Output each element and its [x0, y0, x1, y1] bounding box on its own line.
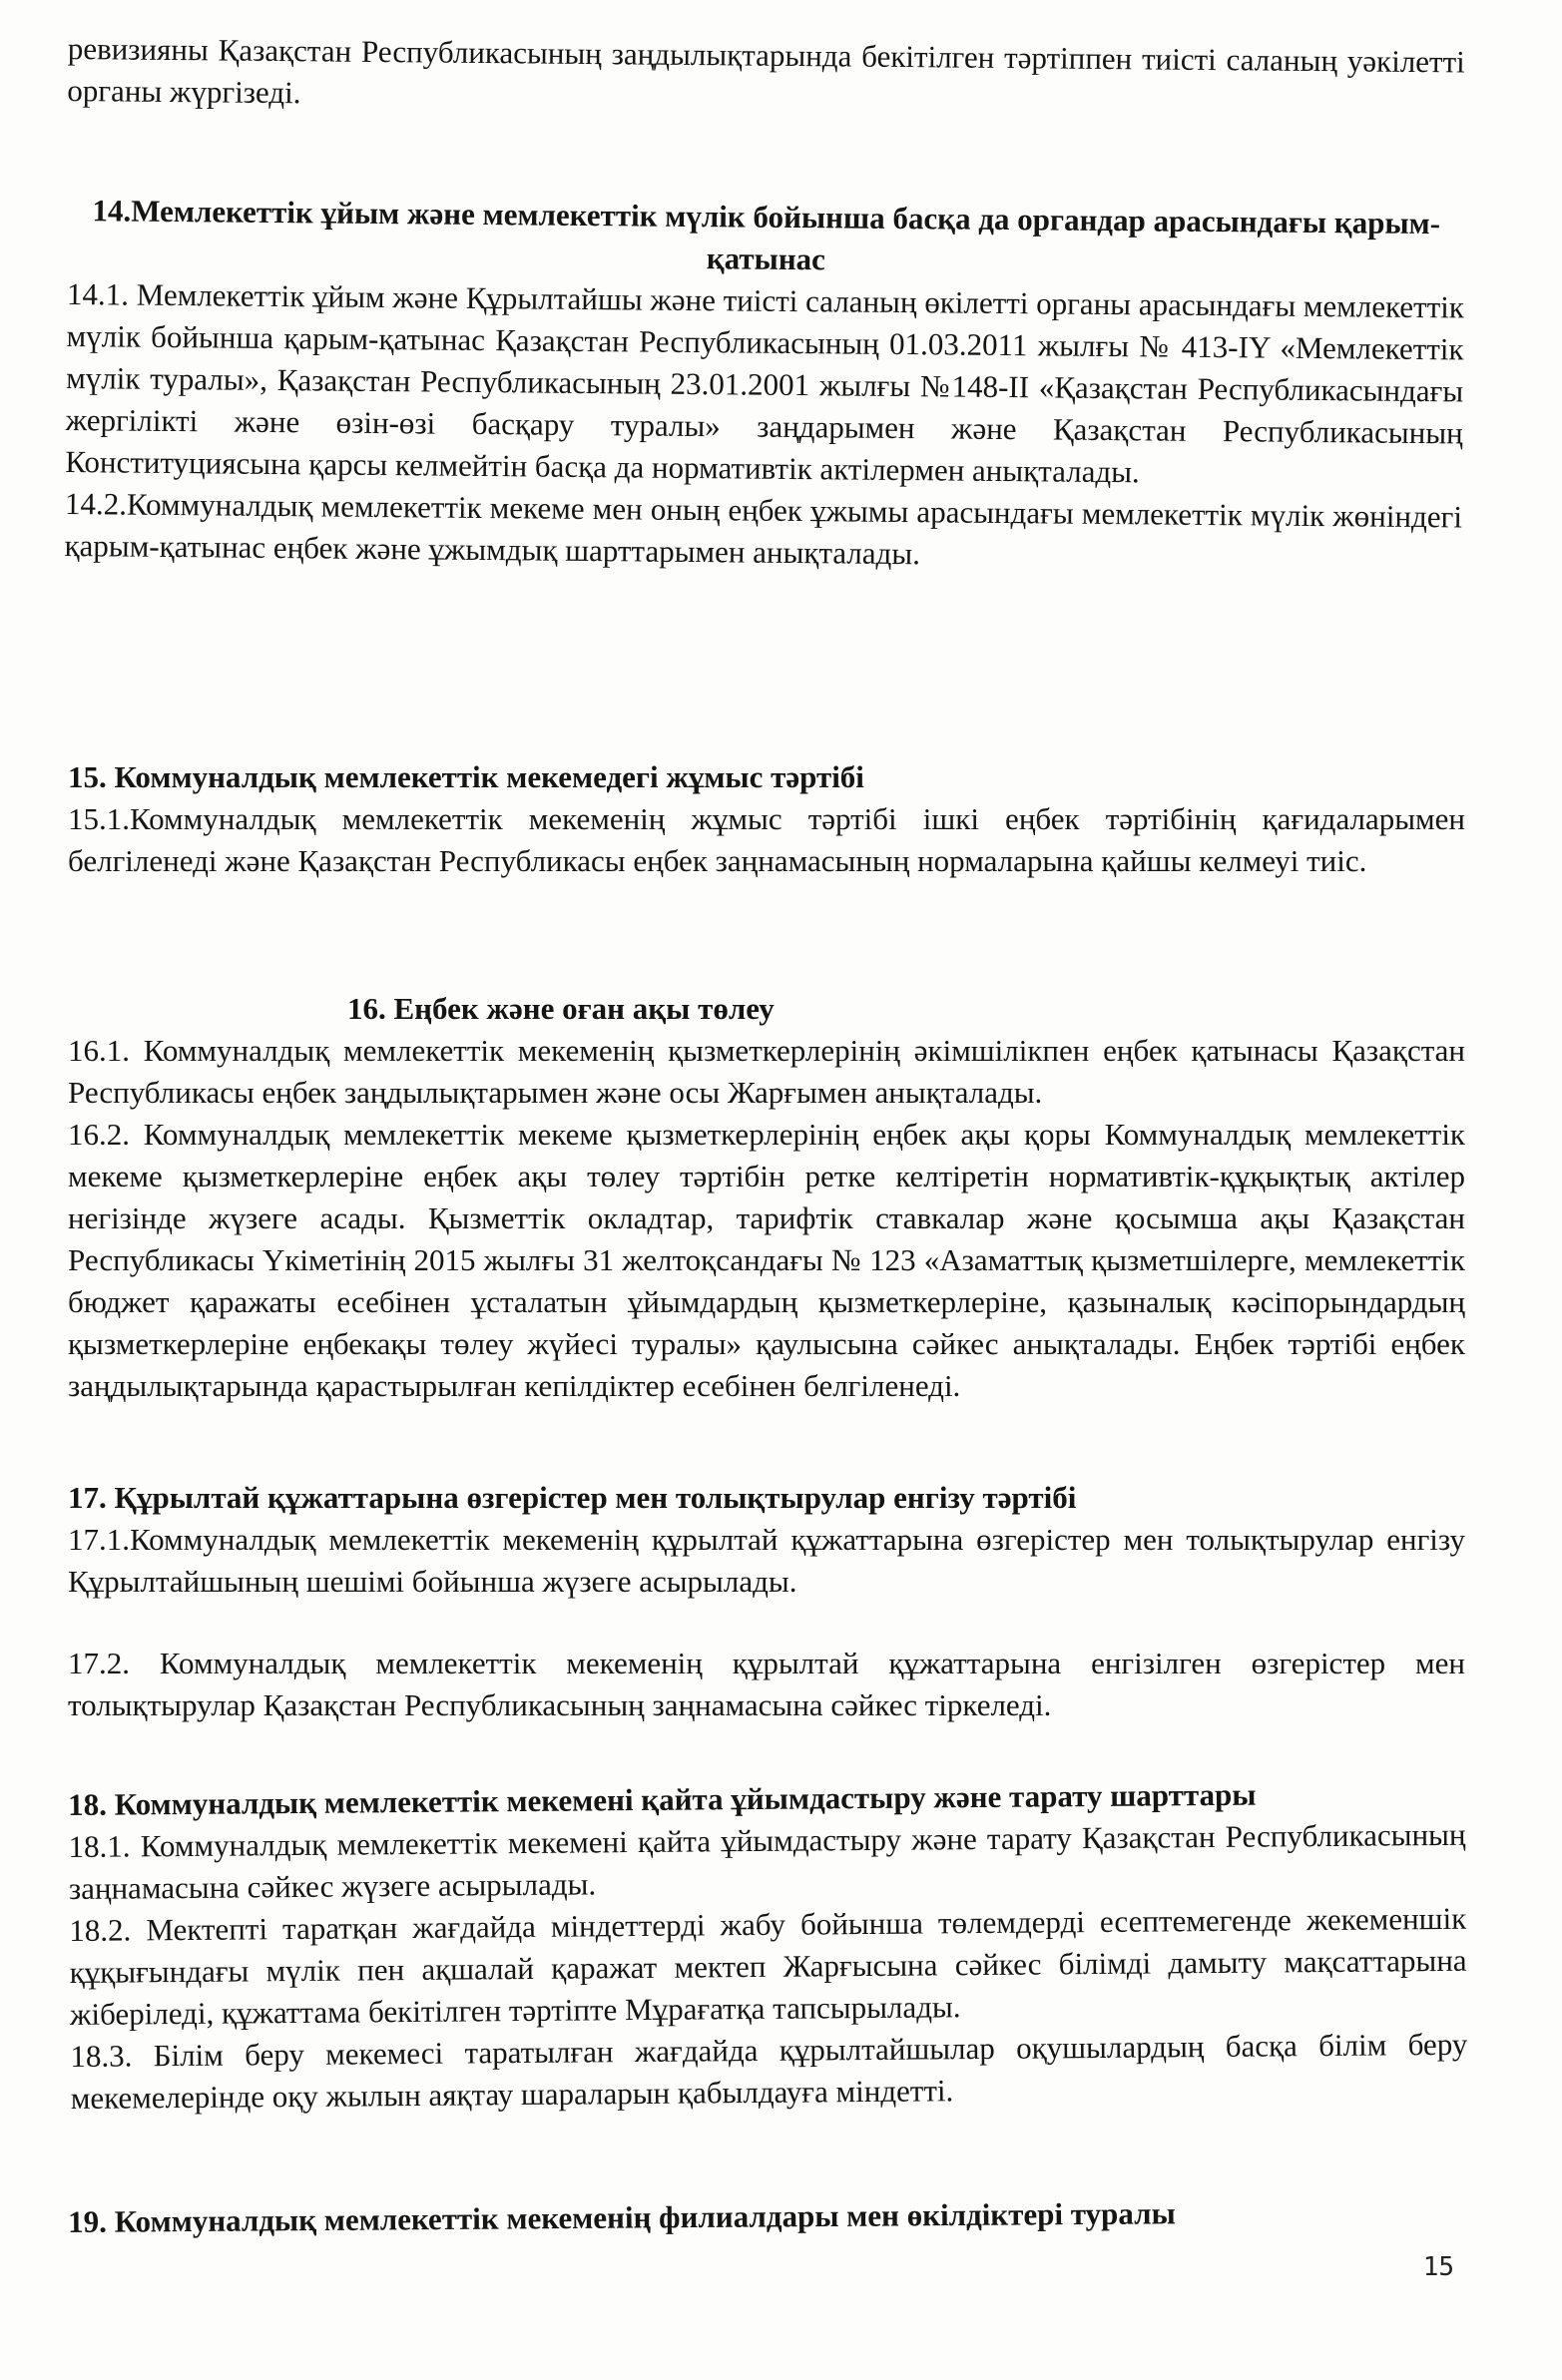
section-17-title: 17. Құрылтай құжаттарына өзгерістер мен толықтырулар енгізу тәртібі	[68, 1480, 1077, 1515]
section-15-title: 15. Коммуналдық мемлекеттік мекемедегі жұмыс тәртібі	[68, 759, 864, 794]
section-17	[68, 1477, 1465, 1726]
paragraph-14-1: 14.1. Мемлекеттік ұйым және Құрылтайшы және тиісті саланың өкілетті органы арасындағы мемлекеттік мүлік бойынша қарым-қатынас Қазақстан Республикасының 01.03.2011 жылғы № 413-IY «Мемлекеттік мүлік туралы», Қазақстан Республикасының 23.01.2001 жылғы №148-II «Қазақстан Республикасындағы жергілікті және өзін-өзі басқару туралы» заңдарымен және Қазақстан Республикасының Конституциясына қарсы келмейтін басқа да нормативтік актілермен анықталады.	[65, 275, 1465, 490]
section-15	[68, 756, 1465, 882]
paragraph-15-1: 15.1.Коммуналдық мемлекеттік мекеменің жұмыс тәртібі ішкі еңбек тәртібінің қағидаларымен белгіленеді және Қазақстан Республикасы еңбек заңнамасының нормаларына қайшы келмеуі тиіс.	[68, 801, 1465, 878]
section-16-title: 16. Еңбек және оған ақы төлеу	[347, 991, 775, 1026]
page-number: 15	[1422, 2252, 1454, 2282]
section-14	[64, 190, 1465, 580]
intro-block	[67, 28, 1465, 125]
section-14-title: 14.Мемлекеттік ұйым және мемлекеттік мүлік бойынша басқа да органдар арасындағы қарым-қатынас	[92, 193, 1441, 277]
paragraph-17-2: 17.2. Коммуналдық мемлекеттік мекеменің құрылтай құжаттарына енгізілген өзгерістер мен толықтырулар Қазақстан Республикасының заңнамасына сәйкес тіркеледі.	[68, 1646, 1465, 1722]
section-18	[68, 1772, 1468, 2120]
paragraph-18-1: 18.1. Коммуналдық мемлекеттік мекемені қайта ұйымдастыру және тарату Қазақстан Республикасының заңнамасына сәйкес жүзеге асырылады.	[68, 1816, 1466, 1906]
paragraph-18-2: 18.2. Мектепті таратқан жағдайда міндеттерді жабу бойынша төлемдерді есептемегенде жекеменшік құқығындағы мүлік пен ақшалай қаражат мектеп Жарғысына сәйкес білімді дамыту мақсаттарына жіберіледі, құжаттама бекітілген тәртіпте Мұрағатқа тапсырылады.	[69, 1900, 1467, 2032]
section-18-title: 18. Коммуналдық мемлекеттік мекемені қайта ұйымдастыру және тарату шарттары	[68, 1776, 1257, 1822]
paragraph-16-2: 16.2. Коммуналдық мемлекеттік мекеме қызметкерлерінің еңбек ақы қоры Коммуналдық мемлекеттік мекеме қызметкерлеріне еңбек ақы төлеу тәртібін ретке келтіретін нормативтік-құқықтық актілер негізінде жүзеге асады. Қызметтік окладтар, тарифтік ставкалар және қосымша ақы Қазақстан Республикасы Үкіметінің 2015 жылғы 31 желтоқсандағы № 123 «Азаматтық қызметшілерге, мемлекеттік бюджет қаражаты есебінен ұсталатын ұйымдардың қызметкерлеріне, қазыналық кәсіпорындардың қызметкерлеріне еңбекақы төлеу жүйесі туралы» қаулысына сәйкес анықталады. Еңбек тәртібі еңбек заңдылықтарында қарастырылған кепілдіктер есебінен белгіленеді.	[68, 1117, 1465, 1403]
paragraph-14-2: 14.2.Коммуналдық мемлекеттік мекеме мен оның еңбек ұжымы арасындағы мемлекеттік мүлік жөніндегі қарым-қатынас еңбек және ұжымдық шарттарымен анықталады.	[64, 485, 1463, 572]
paragraph-17-1: 17.1.Коммуналдық мемлекеттік мекеменің құрылтай құжаттарына өзгерістер мен толықтырулар енгізу Құрылтайшының шешімі бойынша жүзеге асырылады.	[68, 1522, 1465, 1599]
paragraph-18-3: 18.3. Білім беру мекемесі таратылған жағдайда құрылтайшылар оқушылардың басқа білім беру мекемелерінде оқу жылын аяқтау шараларын қабылдауға міндетті.	[70, 2026, 1468, 2116]
section-16	[68, 988, 1465, 1407]
section-19-title: 19. Коммуналдық мемлекеттік мекеменің филиалдары мен өкілдіктері туралы	[68, 2195, 1176, 2239]
section-19	[68, 2190, 1465, 2243]
paragraph-16-1: 16.1. Коммуналдық мемлекеттік мекеменің қызметкерлерінің әкімшілікпен еңбек қатынасы Қазақстан Республикасы еңбек заңдылықтарымен және осы Жарғымен анықталады.	[68, 1033, 1465, 1110]
intro-paragraph: ревизияны Қазақстан Республикасының заңдылықтарында бекітілген тәртіппен тиісті саланың уәкілетті органы жүргізеді.	[67, 30, 1465, 111]
